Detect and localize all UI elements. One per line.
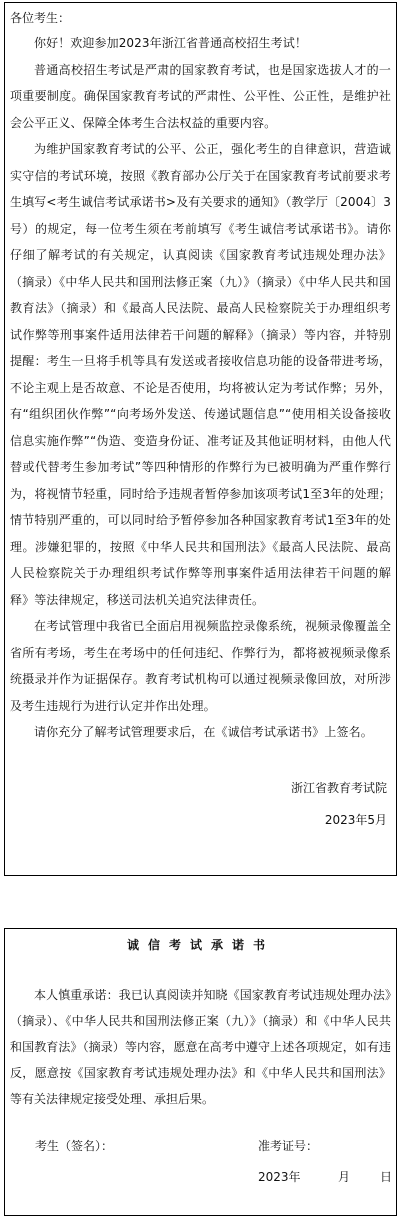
notice-signature-org: 浙江省教育考试院 bbox=[290, 780, 387, 795]
notice-paragraph-welcome: 你好！欢迎参加2023年浙江省普通高校招生考试！ bbox=[34, 36, 307, 50]
pledge-date-year: 2023年 bbox=[258, 1170, 301, 1184]
exam-notice-box bbox=[4, 2, 397, 876]
examinee-signature-label: 考生（签名）： bbox=[35, 1139, 114, 1153]
notice-paragraph-regulations: 为维护国家教育考试的公平、公正，强化考生的自律意识，营造诚实守信的考试环境，按照《教育部办公厅关于在国家教育考试前要求考生填写<考生诚信考试承诺书>及有关要求的通知》（教学厅〔2004〕3号）的规定，每一位考生须在考前填写《考生诚信考试承诺书》。请你仔细了解考试的有关规定，认真阅读《国家教育考试违规处理办法》（摘录）《中华人民共和国刑法修正案（九）》（摘录）《中华人民共和国教育法》（摘录）和《最高人民法院、最高人民检察院关于办理组织考试作弊等刑事案件适用法律若干问题的解释》（摘录）等内容，并特别提醒：考生一旦将手机等具有发送或者接收信息功能的设备带进考场，不论主观上是否故意、不论是否使用，均将被认定为考试作弊；另外，有“组织团伙作弊”“向考场外发送、传递试题信息”“使用相关设备接收信息实施作弊”“伪造、变造身份证、准考证及其他证明材料，由他人代替或代替考生参加考试”等四种情形的作弊行为已被明确为严重作弊行为，将视情节轻重，同时给予违规者暂停参加该项考试1至3年的处理；情节特别严重的，可以同时给予暂停参加各种国家教育考试1至3年的处理。涉嫌犯罪的，按照《中华人民共和国刑法》《最高人民法院、最高人民检察院关于办理组织考试作弊等刑事案件适用法律若干问题的解释》等法律规定，移送司法机关追究法律责任。 bbox=[10, 142, 391, 607]
pledge-text: 本人慎重承诺：我已认真阅读并知晓《国家教育考试违规处理办法》（摘录）、《中华人民共和国刑法修正案（九）》（摘录）和《中华人民共和国教育法》（摘录）等内容，愿意在高考中遵守上述各项规定，如有违反，愿意按《国家教育考试违规处理办法》和《中华人民共和国刑法》等有关法律规定接受处理、承担后果。 bbox=[10, 988, 391, 1106]
pledge-date-day: 日 bbox=[380, 1170, 393, 1184]
notice-paragraph-sign-request: 请你充分了解考试管理要求后，在《诚信考试承诺书》上签名。 bbox=[34, 725, 373, 739]
integrity-pledge-box bbox=[4, 928, 397, 1216]
pledge-title: 诚信考试承诺书 bbox=[126, 938, 274, 952]
notice-signature-date: 2023年5月 bbox=[324, 812, 387, 827]
notice-paragraph-video-monitoring: 在考试管理中我省已全面启用视频监控录像系统，视频录像覆盖全省所有考场，考生在考场中的任何违纪、作弊行为，都将被视频录像系统摄录并作为证据保存。教育考试机构可以通过视频录像回放，对所涉及考生违规行为进行认定并作出处理。 bbox=[10, 619, 391, 713]
notice-signature-block bbox=[10, 778, 391, 830]
notice-greeting: 各位考生： bbox=[10, 11, 71, 25]
notice-paragraph-importance: 普通高校招生考试是严肃的国家教育考试，也是国家选拔人才的一项重要制度。确保国家教育考试的严肃性、公平性、公正性，是维护社会公平正义、保障全体考生合法权益的重要内容。 bbox=[10, 62, 391, 130]
admission-ticket-label: 准考证号： bbox=[258, 1139, 319, 1153]
pledge-date-month: 月 bbox=[338, 1170, 351, 1184]
